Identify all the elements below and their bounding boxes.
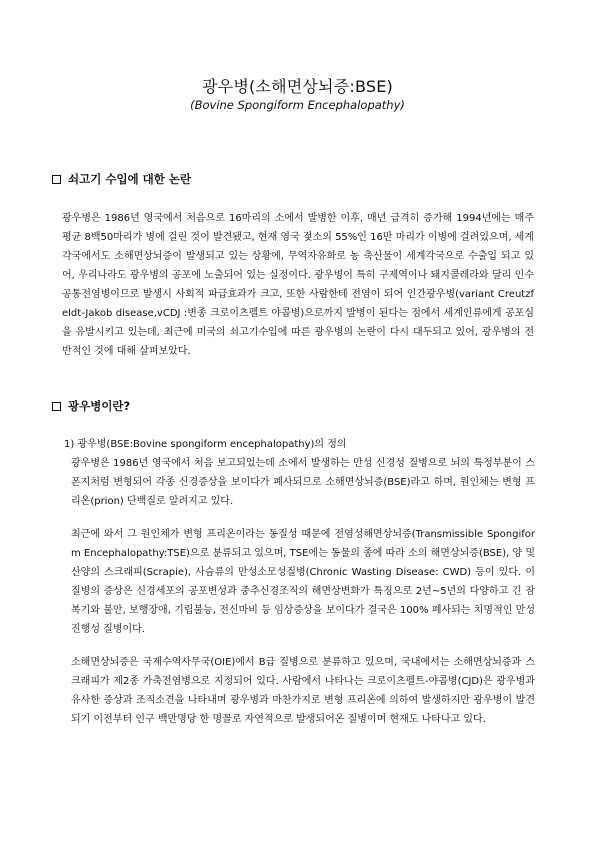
checkbox-square-icon (52, 402, 61, 411)
section-heading-what-is-bse (52, 398, 130, 414)
section-heading-label: 광우병이란? (68, 399, 131, 413)
section-heading-import-controversy (52, 171, 191, 187)
intro-paragraph: 광우병은 1986년 영국에서 처음으로 16마리의 소에서 발병한 이후, 매년 급격히 증가해 1994년에는 매주 평균 8백50마리가 병에 걸린 것이 발견됐고, 현재 영국 젖소의 55%인 16만 마리가 이병에 걸려있으며, 세계각국에서도 소해면상뇌증이 발생되고 있는 상황에, 무역자유화로 농 축산물이 세계각국으로 수출입 되고 있어, 우리나라도 광우병의 공포에 노출되어 있는 실정이다. 광우병이 특히 구제역이나 돼지콜레라와 달리 인수공통전염병이므로 발생시 사회적 파급효과가 크고, 또한 사람한테 전염이 되어 인간광우병(variant Creutzfeldt-Jakob disease,vCDJ :변종 크로이츠펠트 야콥병)으로까지 발병이 된다는 점에서 세계인류에게 공포심을 유발시키고 있는데, 최근에 미국의 쇠고기수입에 따른 광우병의 논란이 다시 대두되고 있어, 광우병의 전반적인 것에 대해 살펴보았다. (62, 213, 534, 357)
regulation-paragraph: 소해면상뇌증은 국제수역사무국(OIE)에서 B급 질병으로 분류하고 있으며, 국내에서는 소해면상뇌증과 스크래피가 제2종 가축전염병으로 지정되어 있다. 사람에서 나타나는 크로이츠펠트-야콥병(CJD)은 광우병과 유사한 증상과 조직소견을 나타내며 광우병과 마찬가지로 변형 프리온에 의하여 발생하지만 광우병이 발견되기 이전부터 인구 백만명당 한 명꼴로 자연적으로 발생되어온 질병이며 현재도 나타나고 있다. (71, 657, 535, 725)
checkbox-square-icon (52, 175, 61, 184)
document-title: 광우병(소해면상뇌증:BSE) (202, 77, 393, 96)
section-heading-label: 쇠고기 수입에 대한 논란 (68, 172, 192, 186)
definition-paragraph: 광우병은 1986년 영국에서 처음 보고되었는데 소에서 발생하는 만성 신경성 질병으로 뇌의 특정부분이 스폰지처럼 변형되어 각종 신경증상을 보이다가 폐사되므로 소해면상뇌증(BSE)라고 하며, 원인체는 변형 프리온(prion) 단백질로 알려지고 있다. (71, 458, 535, 507)
classification-paragraph: 최근에 와서 그 원인체가 변형 프리온이라는 동질성 때문에 전염성해면상뇌증(Transmissible Spongiform Encephalopathy:TSE)으로 분류되고 있으며, TSE에는 동물의 종에 따라 소의 해면상뇌증(BSE), 양 및 산양의 스크래피(Scrapie), 사슴류의 만성소모성질병(Chronic Wasting Disease: CWD) 등이 있다. 이 질병의 증상은 신경세포의 공포변성과 중추신경조직의 해면상변화가 특징으로 2년~5년의 다양하고 긴 잠복기와 불안, 보행장애, 기립불능, 전신마비 등 임상증상을 보이다가 결국은 100% 폐사되는 치명적인 만성 진행성 질병이다. (71, 529, 535, 635)
document-subtitle: (Bovine Spongiform Encephalopathy) (190, 98, 405, 112)
subsection-title: 1) 광우병(BSE:Bovine spongiform encephalopathy)의 정의 (64, 439, 347, 450)
